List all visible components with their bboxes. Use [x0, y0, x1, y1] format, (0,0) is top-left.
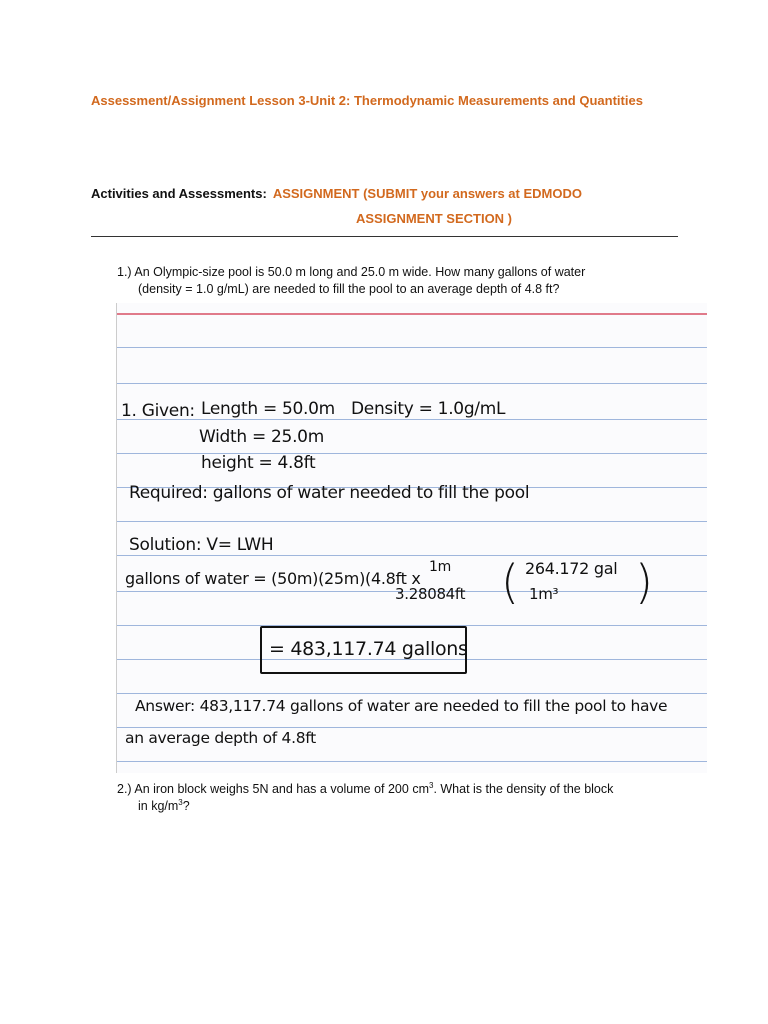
handwritten-solution-photo: [116, 303, 707, 773]
calc-right-denominator: 1m³: [529, 585, 559, 603]
given-length: Length = 50.0m: [201, 399, 335, 419]
superscript: 3: [178, 797, 183, 807]
notebook-rule: [117, 419, 707, 420]
given-label: 1. Given:: [121, 401, 195, 421]
calc-left: gallons of water = (50m)(25m)(4.8ft x: [125, 569, 421, 588]
paren-open: (: [501, 555, 519, 609]
answer-line1: Answer: 483,117.74 gallons of water are needed to fill the pool to have: [135, 697, 668, 715]
question-1-line1: 1.) An Olympic-size pool is 50.0 m long and 25.0 m wide. How many gallons of water: [117, 265, 586, 279]
activities-heading: [91, 186, 582, 201]
notebook-rule: [117, 761, 707, 762]
calc-right-numerator: 264.172 gal: [525, 559, 618, 578]
given-height: height = 4.8ft: [201, 453, 316, 473]
assignment-instruction: ASSIGNMENT (SUBMIT your answers at EDMODO: [272, 186, 582, 201]
question-2-line1b: . What is the density of the block: [433, 782, 614, 796]
question-2-line2a: in kg/m: [138, 799, 179, 813]
answer-line2: an average depth of 4.8ft: [125, 729, 316, 747]
page-title: Assessment/Assignment Lesson 3-Unit 2: Thermodynamic Measurements and Quantities: [91, 93, 643, 108]
notebook-rule: [117, 727, 707, 728]
question-2: [117, 781, 677, 815]
given-width: Width = 25.0m: [199, 427, 324, 447]
divider: [91, 236, 678, 237]
notebook-rule: [117, 521, 707, 522]
notebook-margin-line: [117, 313, 707, 315]
notebook-rule: [117, 693, 707, 694]
paren-close: ): [635, 555, 653, 609]
solution-line: Solution: V= LWH: [129, 535, 274, 555]
question-2-line2b: ?: [182, 799, 190, 813]
question-1: [117, 264, 677, 298]
activities-label: Activities and Assessments:: [91, 186, 267, 201]
calc-fraction-numerator: 1m: [429, 559, 451, 575]
given-density: Density = 1.0g/mL: [351, 399, 506, 419]
assignment-instruction-cont: ASSIGNMENT SECTION ): [356, 211, 513, 226]
notebook-rule: [117, 555, 707, 556]
question-1-line2: (density = 1.0 g/mL) are needed to fill the pool to an average depth of 4.8 ft?: [138, 282, 560, 296]
superscript: 3: [428, 780, 434, 790]
required-line: Required: gallons of water needed to fill the pool: [129, 483, 530, 503]
notebook-rule: [117, 347, 707, 348]
result-value: = 483,117.74 gallons: [269, 638, 468, 660]
calc-fraction-denominator: 3.28084ft: [395, 585, 466, 603]
question-2-line1a: 2.) An iron block weighs 5N and has a volume of 200 cm: [117, 782, 429, 796]
notebook-rule: [117, 383, 707, 384]
